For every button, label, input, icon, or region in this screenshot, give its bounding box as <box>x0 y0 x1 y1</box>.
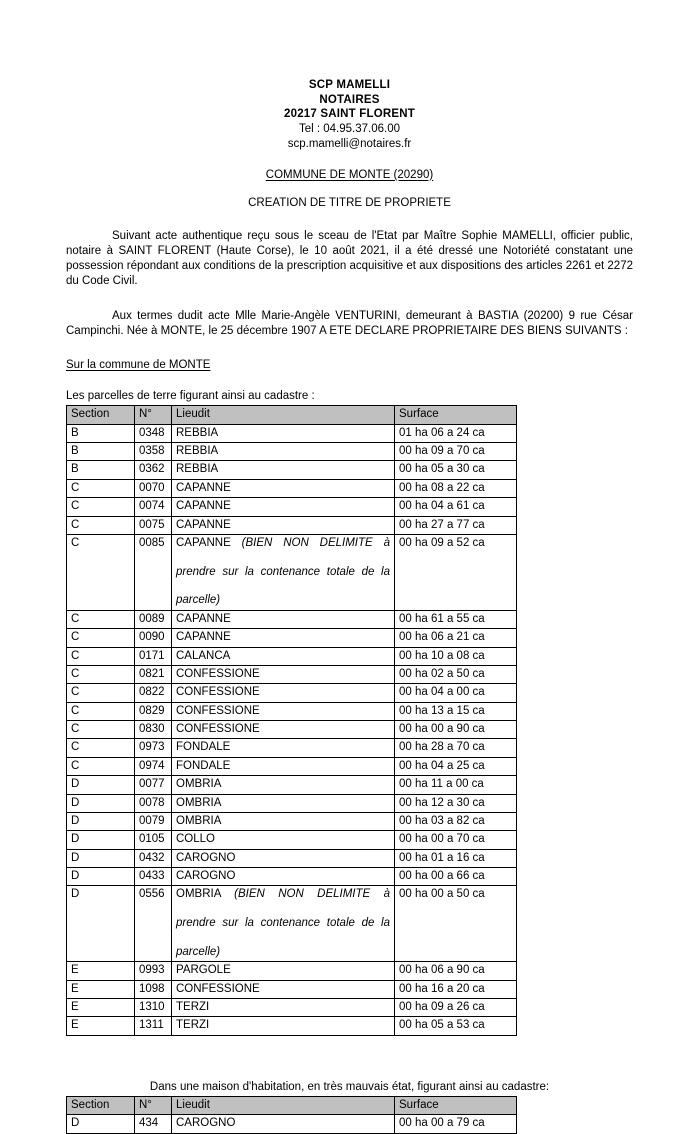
cell-surface: 00 ha 00 a 90 ca <box>395 721 517 739</box>
cell-note-italic: parcelle) <box>176 594 221 607</box>
cell-lieudit-value: COLLO <box>176 833 215 846</box>
cell-number: 0074 <box>135 498 172 516</box>
cell-note-italic: (BIEN NON DELIMITE à <box>234 888 390 901</box>
page-title: CREATION DE TITRE DE PROPRIETE <box>248 196 451 209</box>
cell-section: C <box>67 498 135 516</box>
cell-lieudit <box>172 721 395 739</box>
cell-number: 0822 <box>135 684 172 702</box>
paragraph-owner-declaration: Aux termes dudit acte Mlle Marie-Angèle VENTURINI, demeurant à BASTIA (20200) 9 rue César Campinchi. Née à MONTE, le 25 décembre 1907 A ETE DECLARE PROPRIETAIRE DES BIENS SUIVANTS : <box>66 309 633 337</box>
cell-lieudit <box>172 776 395 794</box>
letterhead <box>66 78 633 152</box>
cell-surface: 00 ha 00 a 50 ca <box>395 886 517 962</box>
table-row <box>67 1017 517 1035</box>
cell-lieudit <box>172 980 395 998</box>
cell-number: 0077 <box>135 776 172 794</box>
cell-lieudit <box>172 849 395 867</box>
paragraph-act-reference: Suivant acte authentique reçu sous le sceau de l'Etat par Maître Sophie MAMELLI, officier public, notaire à SAINT FLORENT (Haute Corse), le 10 août 2021, il a été dressé une Notoriété constatant une possession répondant aux conditions de la prescription acquisitive et aux dispositions des articles 2261 et 2272 du Code Civil. <box>66 229 633 288</box>
cell-section: C <box>67 665 135 683</box>
cell-lieudit-value: CAPANNE <box>176 612 231 625</box>
table-row <box>67 534 517 610</box>
cell-surface: 00 ha 09 a 70 ca <box>395 443 517 461</box>
cell-section: D <box>67 886 135 962</box>
cell-lieudit-line <box>176 565 390 594</box>
cell-surface: 00 ha 27 a 77 ca <box>395 516 517 534</box>
table1-header-row <box>67 406 517 424</box>
cell-lieudit-value: REBBIA <box>176 445 219 458</box>
table-row <box>67 849 517 867</box>
cell-surface: 00 ha 04 a 00 ca <box>395 684 517 702</box>
cell-lieudit <box>172 1017 395 1035</box>
cell-number: 0348 <box>135 424 172 442</box>
cell-surface: 00 ha 04 a 61 ca <box>395 498 517 516</box>
parcels-table <box>66 405 517 1036</box>
cell-section: C <box>67 610 135 628</box>
cell-surface: 00 ha 16 a 20 ca <box>395 980 517 998</box>
cell-lieudit <box>172 831 395 849</box>
cell-lieudit-line <box>176 593 390 607</box>
cell-number: 0821 <box>135 665 172 683</box>
cell-surface: 00 ha 08 a 22 ca <box>395 479 517 497</box>
cell-lieudit-value: OMBRIA <box>176 814 222 827</box>
cell-surface: 00 ha 04 a 25 ca <box>395 757 517 775</box>
cell-surface: 00 ha 10 a 08 ca <box>395 647 517 665</box>
table1-caption: Les parcelles de terre figurant ainsi au cadastre : <box>66 390 315 403</box>
cell-number: 0829 <box>135 702 172 720</box>
cell-lieudit <box>172 757 395 775</box>
cell-lieudit-line <box>176 945 390 959</box>
cell-lieudit-line <box>176 916 390 945</box>
table2-col-section: Section <box>67 1096 135 1114</box>
cell-surface: 00 ha 01 a 16 ca <box>395 849 517 867</box>
cell-surface: 00 ha 28 a 70 ca <box>395 739 517 757</box>
cell-lieudit <box>172 684 395 702</box>
cell-note-italic: parcelle) <box>176 945 221 958</box>
cell-section: D <box>67 812 135 830</box>
table2-col-lieudit: Lieudit <box>172 1096 395 1114</box>
commune-section-label-text: Sur la commune de MONTE <box>66 359 211 372</box>
table-row <box>67 610 517 628</box>
commune-heading-text: COMMUNE DE MONTE (20290) <box>265 168 434 181</box>
cell-lieudit <box>172 516 395 534</box>
cell-lieudit-value: REBBIA <box>176 463 219 476</box>
cell-lieudit-value: FONDALE <box>176 741 231 754</box>
cell-surface: 00 ha 05 a 30 ca <box>395 461 517 479</box>
table1-col-lieudit: Lieudit <box>172 406 395 424</box>
cell-surface: 00 ha 05 a 53 ca <box>395 1017 517 1035</box>
cell-number: 434 <box>135 1115 172 1133</box>
cell-number: 0358 <box>135 443 172 461</box>
firm-address: 20217 SAINT FLORENT <box>284 108 415 121</box>
cell-number: 0171 <box>135 647 172 665</box>
cell-surface: 00 ha 09 a 52 ca <box>395 534 517 610</box>
commune-heading <box>66 169 633 181</box>
cell-section: C <box>67 739 135 757</box>
cell-lieudit <box>172 665 395 683</box>
cell-section: B <box>67 443 135 461</box>
cell-lieudit-value: CAPANNE <box>176 518 231 531</box>
cell-lieudit <box>172 610 395 628</box>
table2-caption: Dans une maison d'habitation, en très mauvais état, figurant ainsi au cadastre: <box>149 1080 550 1093</box>
document-content <box>66 78 633 1134</box>
cell-lieudit <box>172 424 395 442</box>
cell-section: C <box>67 534 135 610</box>
cell-section: D <box>67 849 135 867</box>
cell-lieudit-value: CONFESSIONE <box>176 982 260 995</box>
cell-surface: 00 ha 61 a 55 ca <box>395 610 517 628</box>
table-row <box>67 702 517 720</box>
cell-lieudit <box>172 702 395 720</box>
cell-number: 0362 <box>135 461 172 479</box>
cell-number: 0105 <box>135 831 172 849</box>
cell-section: D <box>67 831 135 849</box>
parcels-table-body <box>67 424 517 1035</box>
firm-phone: Tel : 04.95.37.06.00 <box>298 123 401 136</box>
cell-lieudit <box>172 999 395 1017</box>
cell-number: 0556 <box>135 886 172 962</box>
table-row <box>67 461 517 479</box>
cell-lieudit-value: TERZI <box>176 1001 210 1014</box>
cell-number: 0075 <box>135 516 172 534</box>
table-row <box>67 479 517 497</box>
cell-lieudit <box>172 812 395 830</box>
cell-lieudit <box>172 1115 395 1133</box>
cell-lieudit-value: FONDALE <box>176 759 231 772</box>
cell-lieudit <box>172 886 395 962</box>
cell-surface: 00 ha 02 a 50 ca <box>395 665 517 683</box>
cell-number: 0085 <box>135 534 172 610</box>
cell-lieudit <box>172 498 395 516</box>
table-row <box>67 776 517 794</box>
cell-note-italic: prendre sur la contenance totale de la <box>176 565 390 578</box>
cell-number: 1310 <box>135 999 172 1017</box>
cell-lieudit <box>172 443 395 461</box>
cell-lieudit-value: TERZI <box>176 1019 210 1032</box>
table2-col-surface: Surface <box>395 1096 517 1114</box>
cell-lieudit <box>172 794 395 812</box>
table-row <box>67 886 517 962</box>
cell-surface: 00 ha 06 a 21 ca <box>395 629 517 647</box>
commune-section-label <box>66 359 633 371</box>
cell-number: 0089 <box>135 610 172 628</box>
table1-col-section: Section <box>67 406 135 424</box>
cell-note-italic: prendre sur la contenance totale de la <box>176 917 390 930</box>
cell-surface: 00 ha 06 a 90 ca <box>395 962 517 980</box>
cell-lieudit-value: CAPANNE <box>176 481 231 494</box>
cell-number: 0079 <box>135 812 172 830</box>
cell-surface: 00 ha 12 a 30 ca <box>395 794 517 812</box>
cell-section: D <box>67 776 135 794</box>
cell-section: C <box>67 516 135 534</box>
table-row <box>67 757 517 775</box>
cell-lieudit <box>172 868 395 886</box>
cell-surface: 00 ha 13 a 15 ca <box>395 702 517 720</box>
cell-section: B <box>67 461 135 479</box>
cell-surface: 00 ha 11 a 00 ca <box>395 776 517 794</box>
cell-section: C <box>67 684 135 702</box>
table-row <box>67 516 517 534</box>
firm-email: scp.mamelli@notaires.fr <box>287 137 412 150</box>
cell-section: D <box>67 794 135 812</box>
cell-surface: 00 ha 09 a 26 ca <box>395 999 517 1017</box>
cell-surface: 00 ha 00 a 79 ca <box>395 1115 517 1133</box>
cell-lieudit-value: CAROGNO <box>176 870 236 883</box>
cell-number: 1311 <box>135 1017 172 1035</box>
firm-name: SCP MAMELLI <box>308 79 391 91</box>
table-row <box>67 794 517 812</box>
cell-lieudit-value: OMBRIA <box>176 778 222 791</box>
cell-lieudit-value: CONFESSIONE <box>176 686 260 699</box>
cell-number: 0070 <box>135 479 172 497</box>
cell-section: C <box>67 479 135 497</box>
table-row <box>67 498 517 516</box>
cell-lieudit-value: CAPANNE <box>176 500 231 513</box>
cell-lieudit-value <box>176 887 390 959</box>
cell-number: 0973 <box>135 739 172 757</box>
cell-number: 0974 <box>135 757 172 775</box>
cell-lieudit-value: CAROGNO <box>176 1117 236 1130</box>
cell-section: E <box>67 999 135 1017</box>
table1-col-surface: Surface <box>395 406 517 424</box>
cell-section: D <box>67 1115 135 1133</box>
cell-lieudit <box>172 962 395 980</box>
cell-surface: 00 ha 00 a 66 ca <box>395 868 517 886</box>
table-row <box>67 868 517 886</box>
cell-section: C <box>67 757 135 775</box>
table-row <box>67 629 517 647</box>
cell-section: E <box>67 980 135 998</box>
cell-section: C <box>67 702 135 720</box>
table-row <box>67 684 517 702</box>
table-row <box>67 980 517 998</box>
cell-section: B <box>67 424 135 442</box>
table-row <box>67 812 517 830</box>
cell-section: E <box>67 1017 135 1035</box>
cell-section: E <box>67 962 135 980</box>
table-row <box>67 999 517 1017</box>
cell-number: 1098 <box>135 980 172 998</box>
cell-lieudit-value <box>176 536 390 608</box>
cell-number: 0078 <box>135 794 172 812</box>
cell-number: 0090 <box>135 629 172 647</box>
cell-lieudit <box>172 739 395 757</box>
cell-section: C <box>67 629 135 647</box>
table2-header-row <box>67 1096 517 1114</box>
table-row <box>67 831 517 849</box>
building-table-body <box>67 1115 517 1133</box>
table-row <box>67 665 517 683</box>
cell-lieudit-value: CAROGNO <box>176 851 236 864</box>
table-row <box>67 647 517 665</box>
table1-col-num: N° <box>135 406 172 424</box>
cell-lieudit <box>172 461 395 479</box>
table2-col-num: N° <box>135 1096 172 1114</box>
cell-lieudit-line: CAPANNE (BIEN NON DELIMITE à <box>176 536 390 549</box>
cell-section: C <box>67 647 135 665</box>
building-table <box>66 1096 517 1134</box>
table-row <box>67 443 517 461</box>
firm-type: NOTAIRES <box>319 93 380 106</box>
cell-lieudit <box>172 479 395 497</box>
cell-surface: 00 ha 03 a 82 ca <box>395 812 517 830</box>
cell-lieudit-value: CONFESSIONE <box>176 704 260 717</box>
cell-lieudit-value: CAPANNE <box>176 631 231 644</box>
cell-lieudit-value: CALANCA <box>176 649 231 662</box>
cell-surface: 01 ha 06 a 24 ca <box>395 424 517 442</box>
cell-number: 0433 <box>135 868 172 886</box>
cell-lieudit-value: CONFESSIONE <box>176 667 260 680</box>
table-row <box>67 1115 517 1133</box>
cell-lieudit <box>172 534 395 610</box>
cell-lieudit-value: OMBRIA <box>176 796 222 809</box>
cell-lieudit-line: OMBRIA (BIEN NON DELIMITE à <box>176 888 390 901</box>
cell-number: 0432 <box>135 849 172 867</box>
table-row <box>67 721 517 739</box>
cell-note-italic: (BIEN NON DELIMITE à <box>241 536 390 549</box>
cell-surface: 00 ha 00 a 70 ca <box>395 831 517 849</box>
cell-lieudit-value: REBBIA <box>176 426 219 439</box>
cell-section: C <box>67 721 135 739</box>
table-row <box>67 424 517 442</box>
cell-number: 0993 <box>135 962 172 980</box>
cell-section: D <box>67 868 135 886</box>
cell-lieudit-value: CONFESSIONE <box>176 723 260 736</box>
cell-lieudit <box>172 647 395 665</box>
cell-lieudit-value: PARGOLE <box>176 964 231 977</box>
table-row <box>67 739 517 757</box>
table-row <box>67 962 517 980</box>
cell-number: 0830 <box>135 721 172 739</box>
cell-lieudit <box>172 629 395 647</box>
